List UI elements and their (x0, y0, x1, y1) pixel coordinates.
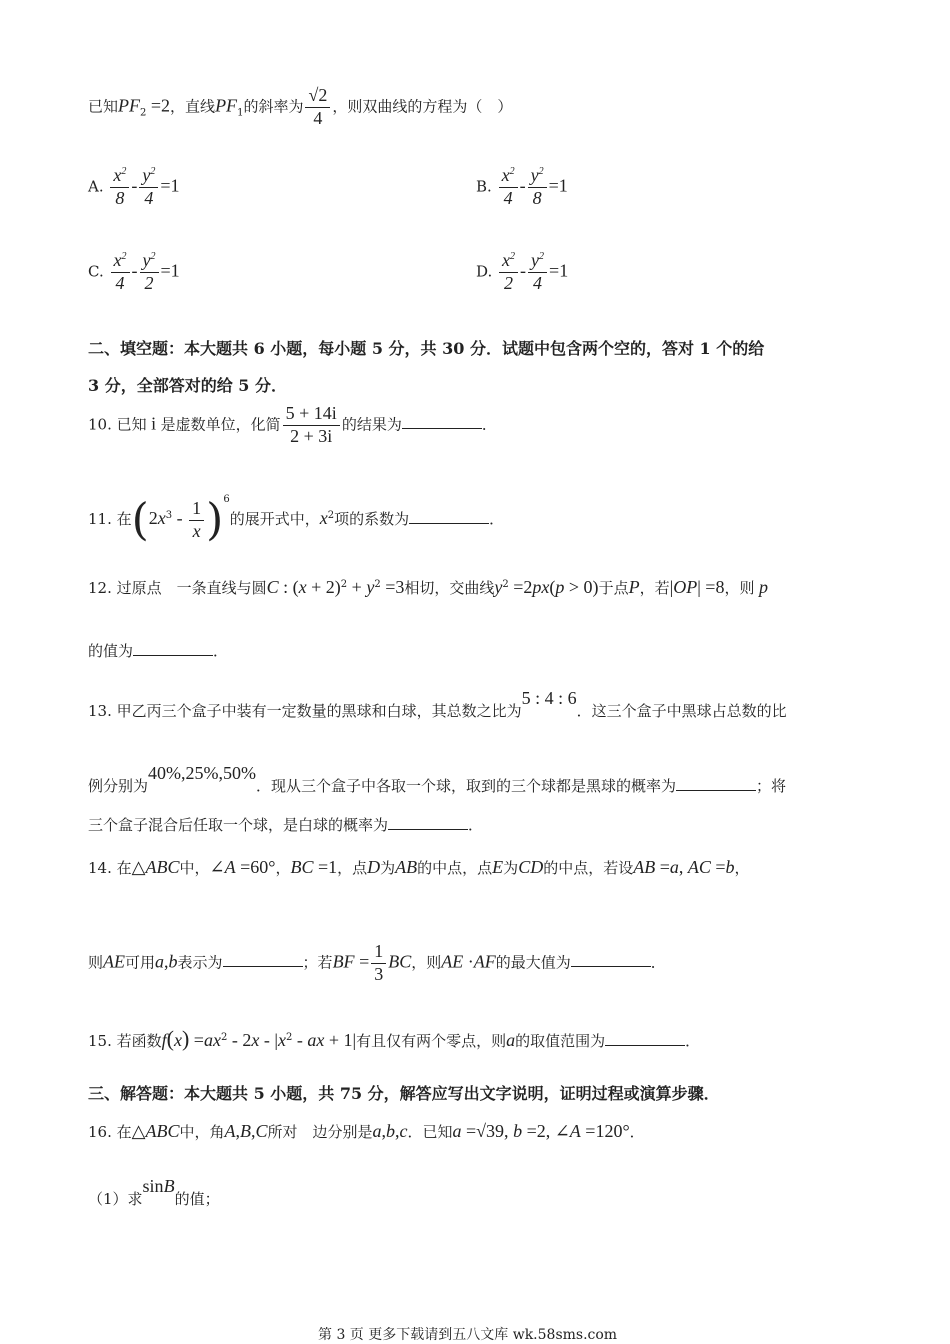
q9-text-d: ，则双曲线的方程为（ ） (332, 97, 513, 116)
option-c-label: C. (88, 262, 104, 281)
question-16-part1: （1）求sinB的值； (88, 1176, 220, 1208)
q9-text-a: 已知 (88, 97, 119, 116)
q9-text-b: ，直线 (170, 97, 216, 116)
option-a-label: A. (88, 177, 104, 196)
section2-heading-cont: 3 分，全部答对的给 5 分． (88, 376, 287, 395)
question-14: 14. 在△ABC中，∠A =60°，BC =1，点D为AB的中点，点E为CD的中点，若设AB =a, AC =b， (88, 857, 750, 877)
option-a[interactable]: A. $\frac{x^2}{8}$ - $\frac{y^2}{4}$ =1 (88, 165, 180, 208)
option-b-label: B. (476, 177, 492, 196)
question-12: 12. 过原点 一条直线与圆C : $(x + 2)^2 + y^2 =3$相切，交曲线$y^2 =2px(p > 0)$于点P，若|OP| =8，则 p (88, 577, 768, 597)
answer-blank[interactable] (409, 509, 489, 524)
question-12-cont: 的值为 ． (88, 642, 229, 660)
answer-blank[interactable] (571, 952, 651, 967)
complex-fraction: $\frac{5 + 14i}{2 + 3i}$ (283, 404, 340, 447)
answer-blank[interactable] (402, 414, 482, 429)
question-14-line2: 则AE可用a,b表示为 ；若BF = $\frac{1}{3}$ BC，则AE ·AF的最大值为 ． (88, 941, 666, 984)
option-b[interactable]: B. $\frac{x^2}{4}$ - $\frac{y^2}{8}$ =1 (476, 165, 568, 208)
question-13: 13. 甲乙丙三个盒子中装有一定数量的黑球和白球，其总数之比为5 : 4 : 6．这三个盒子中黑球占总数的比 (88, 688, 787, 720)
section3-heading: 三、解答题：本大题共 5 小题，共 75 分，解答应写出文字说明，证明过程或演算步骤． (88, 1084, 720, 1103)
question-13-line2: 例分别为40%,25%,50%．现从三个盒子中各取一个球，取到的三个球都是黑球的概率为 ；将 (88, 763, 787, 795)
question-13-line3: 三个盒子混合后任取一个球，是白球的概率为 ． (88, 816, 484, 834)
answer-blank[interactable] (133, 641, 213, 656)
question-16: 16. 在△ABC中，角A,B,C所对 边分别是a,b,c．已知a =√39, b =2, ∠A =120°． (88, 1121, 645, 1141)
question-10: 10. 已知 i 是虚数单位，化简 $\frac{5 + 14i}{2 + 3i}$ 的结果为 ． (88, 403, 497, 446)
option-d-label: D. (476, 262, 493, 281)
option-d[interactable]: D. $\frac{x^2}{2}$ - $\frac{y^2}{4}$ =1 (476, 250, 569, 293)
answer-blank[interactable] (605, 1031, 685, 1046)
q9-text-c: 的斜率为 (243, 97, 304, 116)
answer-blank[interactable] (223, 952, 303, 967)
answer-blank[interactable] (676, 776, 756, 791)
question-15: 15. 若函数$f(x) =ax^2 - 2x - |x^2$ - ax + 1|有且仅有两个零点，则a的取值范围为 ． (88, 1026, 701, 1051)
answer-blank[interactable] (388, 815, 468, 830)
q9-stem: 已知$PF_2 =2$，直线$PF_1$的斜率为 $\frac{√2}{4}$ ，则双曲线的方程为（ ） (88, 85, 513, 128)
question-11: 11. 在($2x^3$ - $\frac{1}{x}$ )$^6$的展开式中，$x^2$项的系数为 ． (88, 494, 505, 546)
section2-heading: 二、填空题：本大题共 6 小题，每小题 5 分，共 30 分．试题中包含两个空的，答对 1 个的给 (88, 339, 765, 358)
option-c[interactable]: C. $\frac{x^2}{4}$ - $\frac{y^2}{2}$ =1 (88, 250, 180, 293)
slope-fraction: $\frac{√2}{4}$ (305, 86, 330, 129)
page-footer: 第 3 页 更多下载请到五八文库 wk.58sms.com (318, 1327, 618, 1343)
